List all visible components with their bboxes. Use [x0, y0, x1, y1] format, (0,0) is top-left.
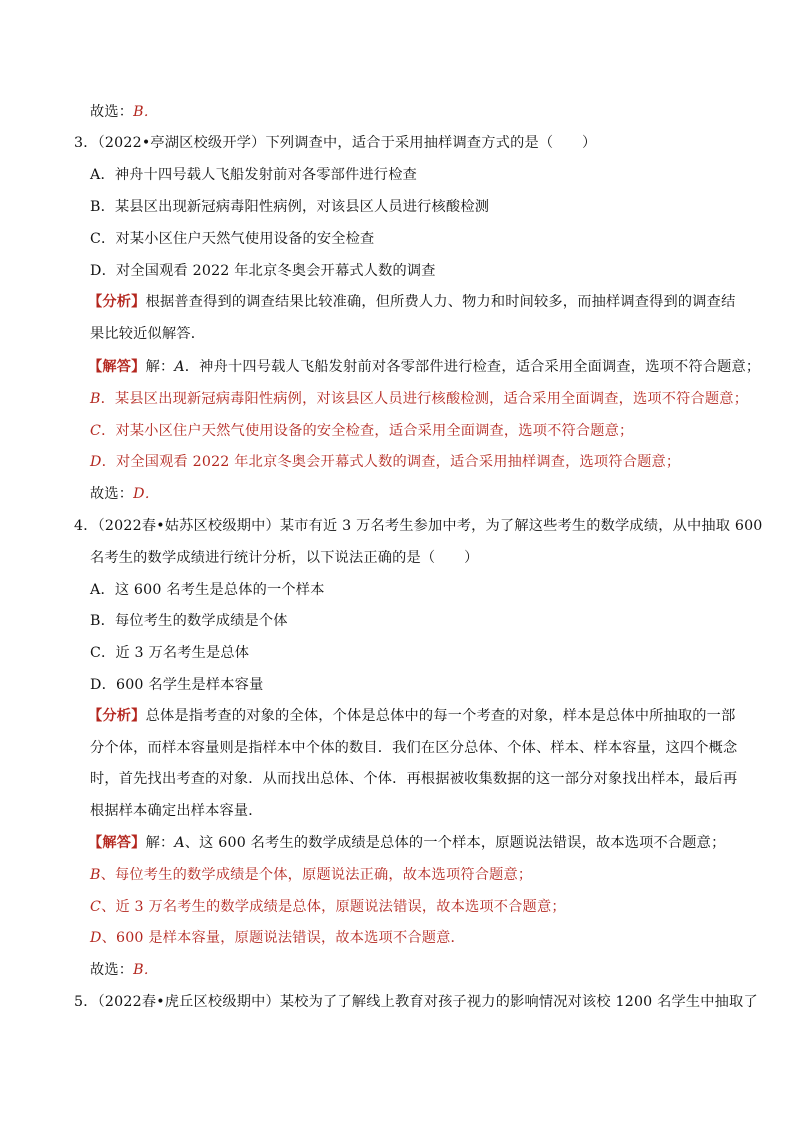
q3-answer-line-1: 【解答】解：A．神舟十四号载人飞船发射前对各零部件进行检查，适合采用全面调查，选项不符合题意；	[88, 359, 761, 375]
q4-analysis-line-4: 根据样本确定出样本容量．	[90, 803, 263, 819]
q4-stem-line-1: 4．（2022春•姑苏区校级期中）某市有近 3 万名考生参加中考，为了解这些考生的数学成绩，从中抽取 600	[74, 518, 763, 534]
q3-result: 故选：D．	[90, 486, 160, 502]
q3-option-b: B．某县区出现新冠病毒阳性病例，对该县区人员进行核酸检测	[90, 199, 490, 215]
q4-option-a: A．这 600 名考生是总体的一个样本	[90, 582, 325, 598]
q4-answer-line-1: 【解答】解：A、这 600 名考生的数学成绩是总体的一个样本，原题说法错误，故本选项不合题意；	[88, 835, 726, 851]
q4-analysis-line-3: 时，首先找出考查的对象．从而找出总体、个体．再根据被收集数据的这一部分对象找出样本，最后再	[90, 771, 738, 787]
q4-stem-line-2: 名考生的数学成绩进行统计分析，以下说法正确的是（ ）	[90, 550, 479, 566]
q4-answer-line-d: D、600 是样本容量，原题说法错误，故本选项不合题意．	[90, 930, 465, 946]
q4-answer-line-c: C、近 3 万名考生的数学成绩是总体，原题说法错误，故本选项不合题意；	[90, 899, 566, 915]
q4-analysis-line-1: 【分析】总体是指考查的对象的全体，个体是总体中的每一个考查的对象，样本是总体中所抽取的一部	[88, 708, 736, 724]
q3-answer-line-d: D．对全国观看 2022 年北京冬奥会开幕式人数的调查，适合采用抽样调查，选项符合题意；	[90, 454, 681, 470]
q4-option-b: B．每位考生的数学成绩是个体	[90, 613, 288, 629]
q3-analysis-line-2: 果比较近似解答．	[90, 326, 206, 342]
q3-analysis-line-1: 【分析】根据普查得到的调查结果比较准确，但所费人力、物力和时间较多，而抽样调查得到的调查结	[88, 294, 736, 310]
q4-answer-line-b: B、每位考生的数学成绩是个体，原题说法正确，故本选项符合题意；	[90, 867, 533, 883]
q4-analysis-line-2: 分个体，而样本容量则是指样本中个体的数目．我们在区分总体、个体、样本、样本容量，这四个概念	[90, 740, 738, 756]
q3-option-a: A．神舟十四号载人飞船发射前对各零部件进行检查	[90, 167, 417, 183]
q4-option-d: D．600 名学生是样本容量	[90, 677, 264, 693]
q4-result: 故选：B．	[90, 962, 159, 978]
q3-option-c: C．对某小区住户天然气使用设备的安全检查	[90, 231, 375, 247]
q5-stem: 5．（2022春•虎丘区校级期中）某校为了了解线上教育对孩子视力的影响情况对该校 1200 名学生中抽取了	[74, 994, 758, 1010]
q3-stem: 3．（2022•亭湖区校级开学）下列调查中，适合于采用抽样调查方式的是（ ）	[74, 135, 597, 151]
q3-answer-line-c: C．对某小区住户天然气使用设备的安全检查，适合采用全面调查，选项不符合题意；	[90, 423, 634, 439]
q3-answer-line-b: B．某县区出现新冠病毒阳性病例，对该县区人员进行核酸检测，适合采用全面调查，选项不符合题意；	[90, 391, 749, 407]
q2-result: 故选：B．	[90, 104, 159, 120]
q3-option-d: D．对全国观看 2022 年北京冬奥会开幕式人数的调查	[90, 263, 436, 279]
q4-option-c: C．近 3 万名考生是总体	[90, 645, 250, 661]
